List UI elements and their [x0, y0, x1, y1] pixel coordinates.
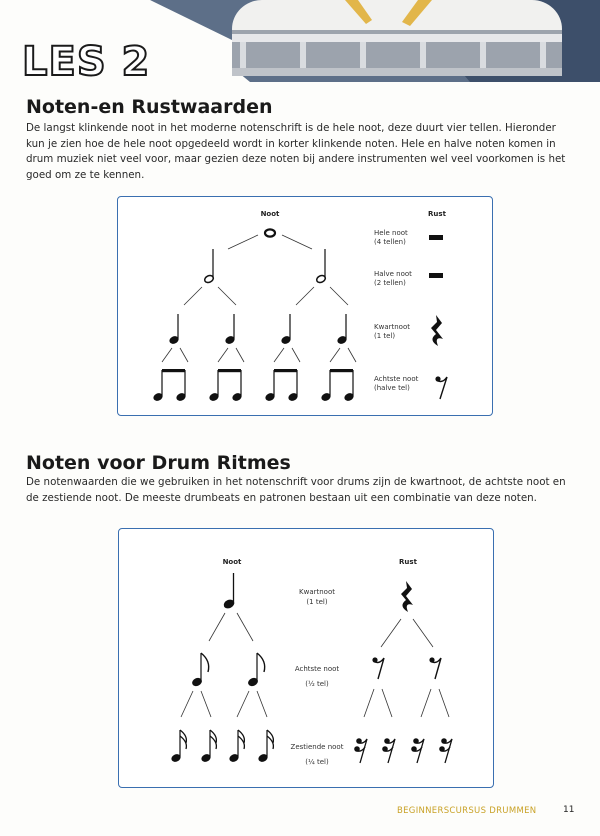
section-paragraph-drum-rhythms: De notenwaarden die we gebruiken in het notenschrift voor drums zijn de kwartnoot, de achtste noot en de zestiende noot. De meeste drumbeats en patronen bestaan uit een combinatie van deze noten. — [26, 476, 566, 504]
half-note-icon — [316, 249, 327, 284]
sixteenth-note-icon — [258, 730, 274, 763]
section-title-drum-rhythms: Noten voor Drum Ritmes — [26, 452, 291, 474]
row-label-eighth: Achtste noot — [294, 665, 340, 673]
eighth-rest-icon — [372, 657, 384, 679]
rest-header: Rust — [428, 210, 446, 218]
eighth-note-pair-icon — [209, 369, 242, 402]
page-number: 11 — [563, 805, 575, 815]
quarter-rest-icon — [431, 315, 443, 346]
whole-note-icon — [265, 229, 275, 236]
sixteenth-rest-icon — [355, 739, 367, 763]
drum-rhythm-notes-diagram — [118, 528, 494, 788]
sixteenth-note-icon — [171, 730, 187, 763]
rest-header: Rust — [399, 558, 417, 566]
note-values-diagram — [117, 196, 493, 416]
eighth-rest-icon — [435, 376, 447, 399]
sixteenth-rest-icon — [440, 739, 452, 763]
row-count-quarter: (1 tel) — [306, 598, 328, 606]
sixteenth-note-icon — [201, 730, 217, 763]
sixteenth-rest-icon — [412, 739, 424, 763]
row-count-quarter: (1 tel) — [374, 332, 396, 340]
half-note-icon — [204, 249, 215, 284]
row-label-half: Halve noot — [374, 270, 412, 278]
sixteenth-rest-icon — [383, 739, 395, 763]
quarter-note-icon — [169, 314, 179, 345]
eighth-note-pair-icon — [265, 369, 298, 402]
footer-book-title: BEGINNERSCURSUS DRUMMEN — [397, 806, 537, 816]
sixteenth-note-icon — [229, 730, 245, 763]
eighth-note-icon — [247, 653, 264, 687]
quarter-note-icon — [281, 314, 291, 345]
header-photo — [0, 0, 600, 82]
row-label-whole: Hele noot — [374, 229, 408, 237]
section-paragraph-note-values: De langst klinkende noot in het moderne notenschrift is de hele noot, deze duurt vier tellen. Hieronder kun je zien hoe de hele noot opgedeeld wordt in korter klinkende noten. Hele en halve noten komen in drum muziek niet veel voor, maar gezien deze noten bij andere instrumenten wel veel voorkomen is het goed om ze te kennen. — [26, 122, 566, 181]
row-label-eighth: Achtste noot — [374, 375, 419, 383]
row-count-eighth: (halve tel) — [374, 384, 410, 392]
row-label-quarter: Kwartnoot — [299, 588, 335, 596]
note-header: Noot — [222, 558, 242, 566]
row-count-sixteenth: (¼ tel) — [305, 758, 329, 766]
row-label-sixteenth: Zestiende noot — [290, 743, 344, 751]
quarter-note-icon — [337, 314, 347, 345]
row-count-whole: (4 tellen) — [374, 238, 406, 246]
quarter-rest-icon — [401, 581, 413, 612]
section-title-note-values: Noten-en Rustwaarden — [26, 96, 273, 118]
row-label-quarter: Kwartnoot — [374, 323, 410, 331]
quarter-note-icon — [225, 314, 235, 345]
eighth-note-icon — [191, 653, 208, 687]
row-count-eighth: (½ tel) — [305, 680, 329, 688]
eighth-note-pair-icon — [321, 369, 354, 402]
row-count-half: (2 tellen) — [374, 279, 406, 287]
whole-rest-icon — [429, 235, 443, 240]
quarter-note-icon — [223, 573, 235, 609]
lesson-label: LES 2 — [22, 39, 151, 82]
eighth-note-pair-icon — [153, 369, 186, 402]
half-rest-icon — [429, 273, 443, 278]
note-header: Noot — [260, 210, 280, 218]
eighth-rest-icon — [429, 657, 441, 679]
